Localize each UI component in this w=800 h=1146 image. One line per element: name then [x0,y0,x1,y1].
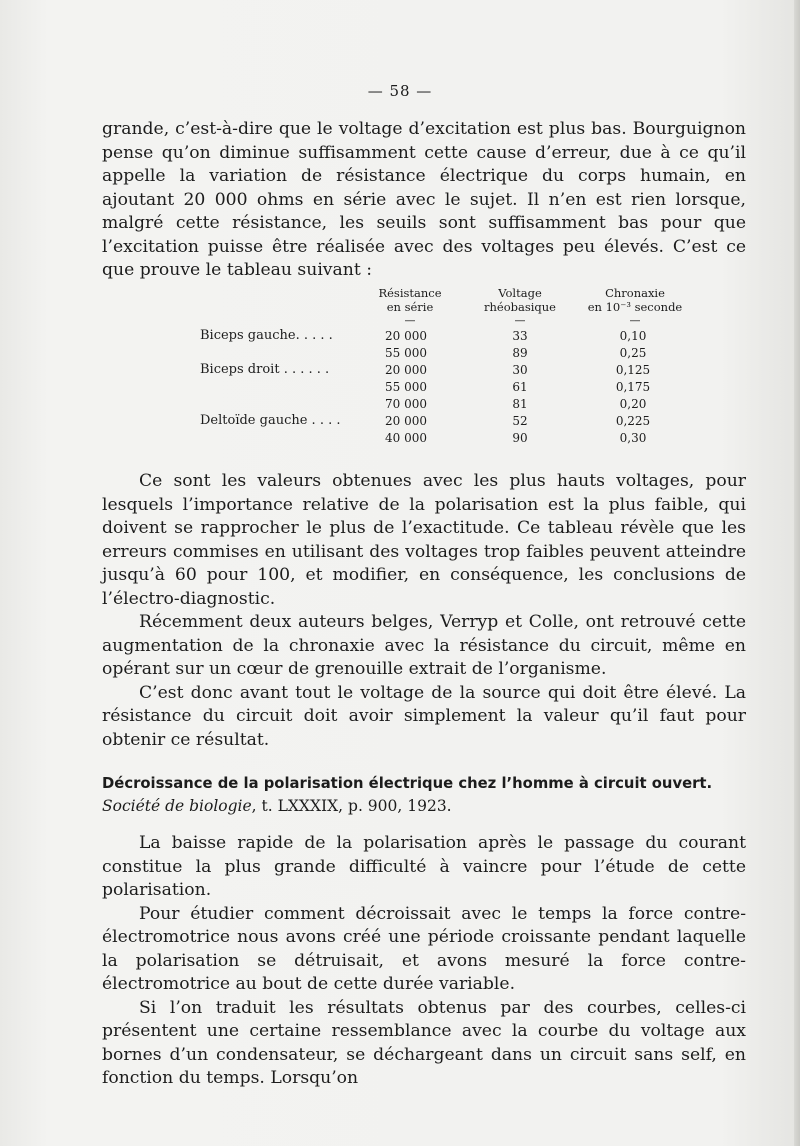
paragraph: La baisse rapide de la polarisation après le passage du courant constitue la plus grande difficulté à vaincre pour l’étude de cette polarisation. [102,833,746,900]
header-dash: — [514,314,526,327]
cell-resistance: 20 000 [385,414,427,428]
cell-voltage: 90 [512,431,528,445]
discussion-text-block [102,470,746,752]
paragraph: C’est donc avant tout le voltage de la source qui doit être élevé. La résistance du circuit doit avoir simplement la valeur qu’il faut pour obtenir ce résultat. [102,682,746,750]
paragraph: Récemment deux auteurs belges, Verryp et Colle, ont retrouvé cette augmentation de la chronaxie avec la résistance du circuit, même en opérant sur un cœur de grenouille extrait de l’organisme. [102,612,746,679]
section-journal: Société de biologie [102,797,252,815]
row-label: Biceps droit . . . . . . [200,362,330,377]
page-number: — 58 — [367,82,433,100]
cell-resistance: 55 000 [385,346,427,360]
cell-chronaxie: 0,175 [615,380,651,394]
section-heading [102,772,748,817]
header-dash: — [404,314,416,327]
header-dash: — [629,314,641,327]
table-row [0,395,800,413]
cell-chronaxie: 0,225 [615,414,651,428]
paragraph: Ce sont les valeurs obtenues avec les plus hauts voltages, pour lesquels l’importance relative de la polarisation est la plus faible, qui doivent se rapprocher le plus de l’exactitude. Ce tableau révèle que les erreurs commises en utilisant des voltages trop faibles peuvent atteindre jusqu’à 60 pour 100, et modifier, en conséquence, les conclusions de l’électro-diagnostic. [102,471,746,609]
cell-resistance: 55 000 [385,380,427,394]
section-text-block [102,832,746,1091]
header-line1: Voltage [498,286,542,300]
cell-voltage: 89 [512,346,528,360]
table-row [0,378,800,396]
section-citation: , t. LXXXIX, p. 900, 1923. [251,797,452,815]
header-line1: Résistance [378,286,442,300]
cell-resistance: 20 000 [385,363,427,377]
cell-voltage: 33 [512,329,528,343]
cell-resistance: 40 000 [385,431,427,445]
cell-chronaxie: 0,30 [619,431,647,445]
table-row [0,344,800,362]
table-header-resistance [365,286,455,328]
header-line2: en 10⁻³ seconde [587,300,683,314]
table-header-voltage [470,286,570,328]
intro-paragraph: grande, c’est-à-dire que le voltage d’excitation est plus bas. Bourguignon pense qu’on diminue suffisamment cette cause d’erreur, due à ce qu’il appelle la variation de résistance électrique du corps humain, en ajoutant 20 000 ohms en série avec le sujet. Il n’en est rien lorsque, malgré cette résistance, les seuils sont suffisamment bas pour que l’excitation puisse être réalisée avec des voltages peu élevés. C’est ce que prouve le tableau suivant : [102,119,746,280]
cell-chronaxie: 0,125 [615,363,651,377]
cell-chronaxie: 0,10 [619,329,647,343]
cell-voltage: 30 [512,363,528,377]
cell-resistance: 70 000 [385,397,427,411]
cell-voltage: 81 [512,397,528,411]
header-line2: en série [386,300,434,314]
cell-chronaxie: 0,25 [619,346,647,360]
table-header-chronaxie [575,286,695,328]
paragraph: Pour étudier comment décroissait avec le temps la force contre-électromotrice nous avons créé une période croissante pendant laquelle la polarisation se détruisait, et avons mesuré la force contre-électromotrice au bout de cette durée variable. [102,903,746,994]
row-label: Deltoïde gauche . . . . [200,413,341,428]
cell-voltage: 52 [512,414,528,428]
cell-voltage: 61 [512,380,528,394]
header-line2: rhéobasique [483,300,556,314]
paragraph: Si l’on traduit les résultats obtenus par des courbes, celles-ci présentent une certaine ressemblance avec la courbe du voltage aux bornes d’un condensateur, se déchargeant dans un circuit sans self, en fonction du temps. Lorsqu’on [102,997,746,1088]
row-label: Biceps gauche. . . . . [200,328,333,343]
table-row [0,412,800,430]
table-row [0,327,800,345]
cell-resistance: 20 000 [385,329,427,343]
table-row [0,429,800,447]
table-row [0,361,800,379]
data-table [0,0,800,460]
section-title: Décroissance de la polarisation électrique chez l’homme à circuit ouvert. [102,775,713,792]
header-line1: Chronaxie [605,286,665,300]
cell-chronaxie: 0,20 [619,397,647,411]
